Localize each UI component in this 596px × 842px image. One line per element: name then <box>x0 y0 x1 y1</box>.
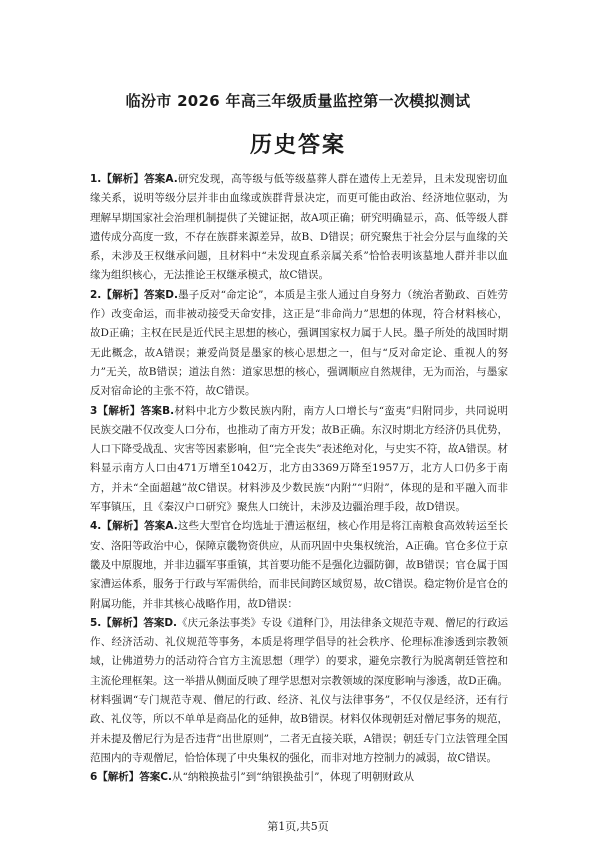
answer-text: 从“纳粮换盐引”到“纳银换盐引”，体现了明朝财政从 <box>172 771 414 784</box>
answer-item-5 <box>90 614 508 768</box>
answer-number: 4. <box>90 520 102 533</box>
answer-text: 这些大型官仓均选址于漕运枢纽，核心作用是将江南粮食高效转运至长安、洛阳等政治中心，保障京畿物资供应，从而巩固中央集权统治，A正确。官仓多位于京畿及中原腹地，并非边疆军事重镇，其首要功能不是强化边疆防御，故B错误；官仓属于国家漕运体系，服务于行政与军需供给，而非民间跨区域贸易，故C错误。稳定物价是官仓的附属功能，并非其核心战略作用，故D错误： <box>90 520 509 610</box>
answer-item-1 <box>90 170 508 286</box>
answer-item-3 <box>90 402 508 518</box>
answer-label: 【解析】答案A. <box>101 173 178 185</box>
answer-number: 1. <box>90 173 102 185</box>
answer-label: 【解析】答案B. <box>97 404 175 417</box>
document-title: 历史答案 <box>249 133 346 158</box>
answer-item-4 <box>90 517 508 613</box>
answer-label: 【解析】答案D. <box>101 288 178 301</box>
answer-text: 墨子反对“命定论”，本质是主张人通过自身努力（统治者勤政、百姓劳作）改变命运，而非被动接受天命安排，这正是“非命尚力”思想的体现，符合材料核心，故D正确；主权在民是近代民主思想的核心，强调国家权力属于人民。墨子所处的战国时期无此概念，故A错误；兼爱尚贤是墨家的核心思想之一，但与“反对命定论、重视人的努力”无关，故B错误；道法自然：道家思想的核心，强调顺应自然规律，无为而治，与墨家反对宿命论的主张不符，故C错误。 <box>90 288 508 398</box>
answer-item-6 <box>90 768 508 787</box>
answer-label: 【解析】答案D. <box>101 616 178 629</box>
answer-item-2 <box>90 286 508 402</box>
page-number: 第1页,共5页 <box>267 820 329 833</box>
answer-number: 6 <box>90 771 98 784</box>
answer-text: 材料中北方少数民族内附，南方人口增长与“蛮夷”归附同步，共同说明民族交融不仅改变人口分布，也推动了南方开发；故B正确。东汉时期北方经济仍具优势，人口下降受战乱、灾害等因素影响，但“完全丧失”表述绝对化，与史实不符，故A错误。材料显示南方人口由471万增至1042万，北方由3369万降至1957万，北方人口仍多于南方，并未“全面超越”故C错误。材料涉及少数民族“内附”“归附”，体现的是和平融入而非军事镇压，且《秦汉户口研究》聚焦人口统计，未涉及边疆治理手段，故D错误。 <box>90 404 508 514</box>
answer-number: 3 <box>90 404 98 417</box>
answer-text: 《庆元条法事类》专设《道释门》，用法律条文规范寺观、僧尼的行政运作、经济活动、礼仪规范等事务，本质是将理学倡导的社会秩序、伦理标准渗透到宗教领域，让佛道势力的活动符合官方主流思想（理学）的要求，避免宗教行为脱离朝廷管控和主流伦理框架。这一举措从侧面反映了理学思想对宗教领域的深度影响与渗透，故D正确。材料强调“专门规范寺观、僧尼的行政、经济、礼仪与法律事务”，不仅仅是经济，还有行政、礼仪等，所以不单单是商品化的延伸，故B错误。材料仅体现朝廷对僧尼事务的规范，并未提及僧尼行为是否违背“出世原则”，二者无直接关联，A错误；朝廷专门立法管理全国范围内的寺观僧尼，恰恰体现了中央集权的强化，而非对地方控制力的减弱，故C错误。 <box>90 616 508 764</box>
exam-title: 临汾市 2026 年高三年级质量监控第一次模拟测试 <box>125 92 471 110</box>
answer-number: 2. <box>90 288 102 301</box>
answer-list <box>90 170 508 788</box>
answer-text: 研究发现，高等级与低等级墓葬人群在遗传上无差异，且未发现密切血缘关系，说明等级分层并非由血缘或族群背景决定，而更可能由政治、经济地位驱动，为理解早期国家社会治理机制提供了关键证据，故A项正确；研究明确显示，高、低等级人群遗传成分高度一致，不存在族群来源差异，故B、D错误；研究聚焦于社会分层与血缘的关系，未涉及王权继承问题，且材料中“未发现直系亲属关系”恰恰表明该墓地人群并非以血缘为组织核心，无法推论王权继承模式，故C错误。 <box>90 173 509 282</box>
answer-number: 5. <box>90 616 102 629</box>
answer-label: 【解析】答案C. <box>97 771 173 784</box>
answer-label: 【解析】答案A. <box>101 520 178 533</box>
